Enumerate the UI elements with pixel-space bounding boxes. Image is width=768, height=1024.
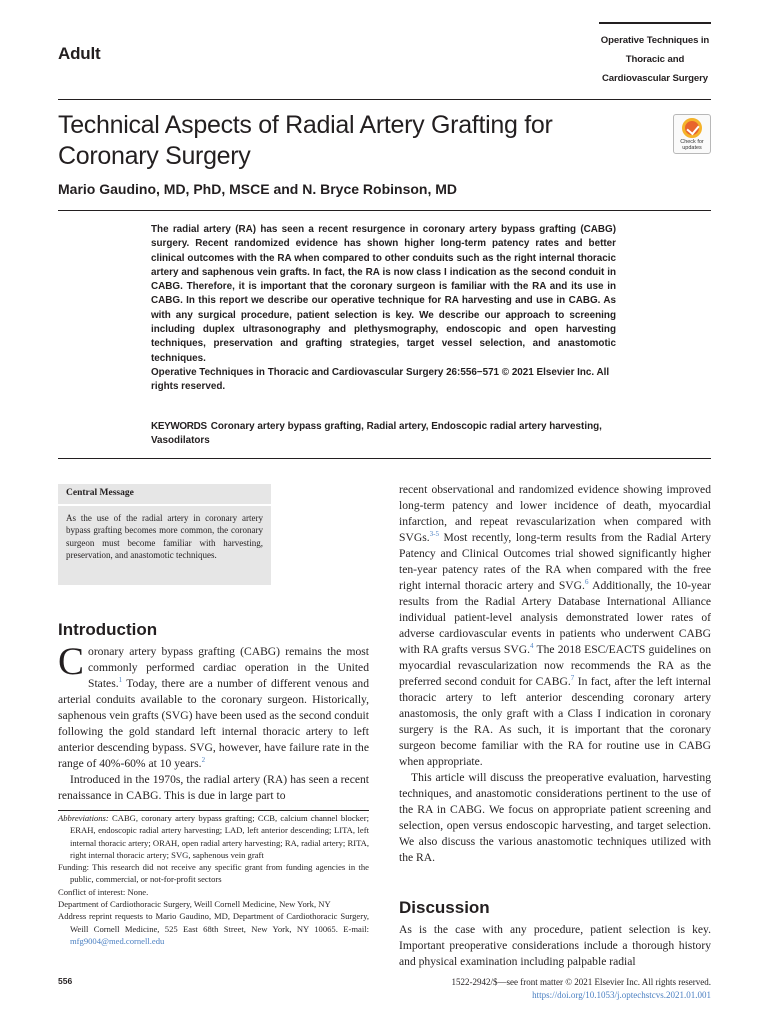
page-number: 556 [58,976,73,986]
title-divider [58,99,711,100]
intro-paragraph-4: This article will discuss the preoperative evaluation, harvesting techniques, and anastomotic considerations pertinent to the use of the RA in CABG. We focus on appropriate patient screening and selection, open versus endoscopic harvesting, and target selection. We also discuss the various anastomotic techniques utilized with the RA. [399,771,711,864]
authors: Mario Gaudino, MD, PhD, MSCE and N. Bryce Robinson, MD [58,181,458,197]
reference-link[interactable]: 7 [570,674,575,683]
journal-line-1: Operative Techniques in [600,35,710,46]
intro-p3-text-c: Additionally, the 10-year results from the Radial Artery Database International Alliance individual patient-level analysis demonstrated lower rates of adverse cardiovascular events in patients who underwent CABG with RA grafts versus SVG. [399,579,711,656]
journal-line-3: Cardiovascular Surgery [601,73,709,84]
intro-paragraph-1 [58,640,369,772]
intro-p1-text-a: oronary artery bypass grafting (CABG) remains the most commonly performed cardiac operation in the United States. [88,645,369,690]
keywords-divider [58,458,711,459]
footer-info [380,976,711,1001]
reference-link[interactable]: 4 [530,642,534,651]
check-updates-icon [682,118,702,138]
intro-p3-text-e: In fact, after the left internal thoracic artery to left anterior descending coronary artery anastomosis, the only graft with a Class I indication in coronary surgery is the RA. As such, it is important that the coronary surgeon become familiar with the RA for routine use in CABG when appropriate. [399,675,712,768]
intro-paragraph-3 [399,482,711,770]
keywords [151,420,616,449]
authors-divider [58,210,711,211]
introduction-right-column [399,482,711,866]
badge-line-1: Check for [680,139,704,145]
central-message-box [58,484,271,585]
doi-link[interactable]: https://doi.org/10.1053/j.optechstcvs.2021.01.001 [532,989,711,1000]
abbreviations-label: Abbreviations: [58,813,109,823]
badge-line-2: updates [682,145,702,151]
abstract [151,223,616,395]
journal-line-2: Thoracic and [625,54,685,65]
reference-link[interactable]: 2 [201,756,206,765]
funding-footnote: Funding: This research did not receive any specific grant from funding agencies in the public, commercial, or not-for-profit sectors [58,862,369,885]
abstract-citation: Operative Techniques in Thoracic and Cardiovascular Surgery 26:556−571 © 2021 Elsevier Inc. All rights reserved. [151,366,610,393]
reference-link[interactable]: 1 [118,676,123,685]
discussion-heading: Discussion [399,898,490,917]
introduction-heading: Introduction [58,620,158,639]
intro-p3-text-d: The 2018 ESC/EACTS guidelines on myocardial revascularization now recommends the RA as the preferred second conduit for CABG. [399,643,711,688]
title-line-2: Coronary Surgery [58,142,251,170]
discussion-text: As is the case with any procedure, patient selection is key. Important preoperative considerations include a thorough history and physical examination including palpable radial [399,923,711,968]
abbreviations-footnote [58,812,369,861]
check-for-updates-badge[interactable] [673,114,711,154]
issn-line: 1522-2942/$—see front matter © 2021 Elsevier Inc. All rights reserved. [451,977,711,987]
keywords-text: Coronary artery bypass grafting, Radial artery, Endoscopic radial artery harvesting, Vasodilators [151,421,602,447]
intro-p3-text-b: Most recently, long-term results from the Radial Artery Patency and Clinical Outcomes trial showed significantly higher ten-year patency rates of the RA when compared with the free right internal thoracic artery and SVG. [399,531,711,592]
email-link[interactable]: mfg9004@med.cornell.edu [70,935,165,946]
abstract-text: The radial artery (RA) has seen a recent resurgence in coronary artery bypass grafting (CABG) surgery. Recent randomized evidence has shown higher long-term patency rates and better clinical outcomes with the RA when compared to other conduits such as the right internal thoracic artery and saphenous vein grafts. In fact, the RA is now class I indication as the second conduit in CABG. Therefore, it is important that the coronary surgeon is familiar with the RA and its use in CABG. In this report we describe our operative technique for RA harvesting and use in CABG. As with any surgical procedure, patient selection is key. We describe our approach to screening including duplex ultrasonography and plethysmography, endoscopic and open harvesting techniques, preservation and grafting strategies, target vessel selection, and anastomotic techniques. [151,224,616,364]
reference-link[interactable]: 3-5 [429,530,439,539]
intro-paragraph-2: Introduced in the 1970s, the radial artery (RA) has seen a recent renaissance in CABG. This is due in large part to [58,773,369,802]
abbreviations-text: CABG, coronary artery bypass grafting; CCB, calcium channel blocker; ERAH, endoscopic radial artery harvesting; LAD, left anterior descending; LITA, left internal thoracic artery; ORAH, open radial artery harvesting; RA, radial artery; RITA, right internal thoracic artery; SVG, saphenous vein graft [70,813,369,860]
central-message-heading: Central Message [58,484,271,506]
keywords-label: KEYWORDS [151,421,207,432]
introduction-left-column [58,640,369,804]
footnote-divider [58,810,369,811]
central-message-text: As the use of the radial artery in coronary artery bypass grafting becomes more common, the coronary surgeon must become familiar with harvesting, preservation, and anastomotic techniques. [66,513,263,561]
drop-cap: C [58,640,85,683]
conflict-footnote: Conflict of interest: None. [58,886,149,897]
reference-link[interactable]: 6 [584,578,589,587]
intro-p3-text-a: recent observational and randomized evidence showing improved long-term patency and lower incidence of death, myocardial infarction, and repeat revascularization when compared with SVGs. [399,483,711,544]
department-footnote: Department of Cardiothoracic Surgery, Weill Cornell Medicine, New York, NY [58,899,331,910]
footnotes [58,812,369,947]
address-footnote [58,910,369,947]
article-title [58,110,658,172]
journal-name [599,22,711,88]
intro-p1-text-b: Today, there are a number of different venous and arterial conduits available to the coronary surgeon. Historically, saphenous vein grafts (SVG) have been used as the second conduit following the gold standard left internal thoracic artery to left anterior descending bypass. SVG, however, have failure rate in the range of 40%-60% at 10 years. [58,677,369,770]
address-text: Address reprint requests to Mario Gaudino, MD, Department of Cardiothoracic Surgery, Weill Cornell Medicine, 525 East 68th Street, New York, NY 10065. E-mail: [58,911,369,934]
title-line-1: Technical Aspects of Radial Artery Grafting for [58,111,553,139]
section-label: Adult [58,44,101,63]
